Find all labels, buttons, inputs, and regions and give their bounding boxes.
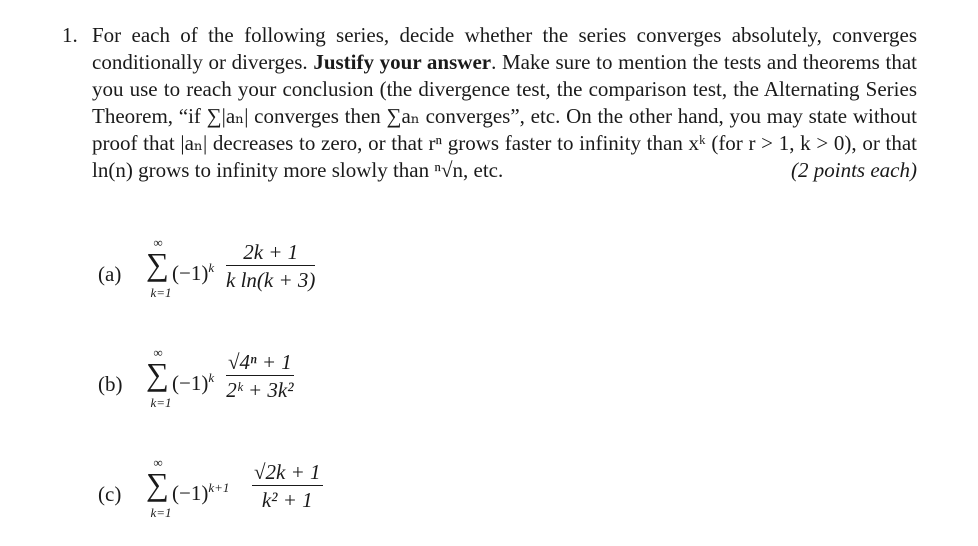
- alternating-factor: [172, 370, 214, 396]
- problem-text: [92, 22, 917, 184]
- sign-exponent: k: [208, 260, 215, 275]
- sum-upper-limit: ∞: [153, 455, 163, 470]
- series-item-c: [98, 456, 498, 546]
- denominator: 2ᵏ + 3k²: [226, 378, 294, 402]
- problem-intro: For each of the following series, decide whether the series converges absolutely, converges conditionally or diverges.: [92, 23, 917, 74]
- item-label: (b): [98, 372, 123, 396]
- fraction: [226, 350, 294, 402]
- sign-exponent: k+1: [208, 480, 230, 495]
- denominator: k² + 1: [261, 488, 313, 512]
- sigma-symbol: ∑: [146, 356, 169, 392]
- series-item-a: [98, 236, 498, 326]
- item-label: (a): [98, 262, 122, 286]
- item-label: (c): [98, 482, 122, 506]
- sign-base: (−1): [172, 261, 209, 285]
- alternating-factor: [172, 480, 229, 506]
- sigma-symbol: ∑: [146, 466, 169, 502]
- fraction: [226, 240, 315, 292]
- sigma-symbol: ∑: [146, 246, 169, 282]
- problem-bold: Justify your answer: [313, 50, 492, 74]
- sum-lower-limit: k=1: [150, 505, 172, 520]
- points-note: (2 points each): [791, 158, 917, 182]
- problem-number: 1.: [62, 23, 78, 47]
- sum-upper-limit: ∞: [153, 235, 163, 250]
- problem-instructions: . Make sure to mention the tests and theorems that you use to reach your conclusion (the divergence test, the comparison test, the Alternating Series Theorem, “if ∑|aₙ| converges then ∑aₙ converges”, etc. On the other hand, you may state without proof that |aₙ| decreases to zero, or that rⁿ grows faster to infinity than xᵏ (for r > 1, k > 0), or that ln(n) grows to infinity more slowly than ⁿ√n, etc.: [92, 50, 918, 182]
- sum-lower-limit: k=1: [150, 285, 172, 300]
- sum-upper-limit: ∞: [153, 345, 163, 360]
- sign-base: (−1): [172, 481, 209, 505]
- series-item-b: [98, 346, 498, 436]
- sign-base: (−1): [172, 371, 209, 395]
- sign-exponent: k: [208, 370, 215, 385]
- denominator: k ln(k + 3): [226, 268, 316, 292]
- numerator: √4ⁿ + 1: [228, 350, 292, 374]
- alternating-factor: [172, 260, 214, 286]
- problem-block: [62, 22, 917, 184]
- numerator: 2k + 1: [226, 240, 315, 266]
- sum-lower-limit: k=1: [150, 395, 172, 410]
- numerator: √2k + 1: [254, 460, 321, 484]
- fraction: [252, 460, 323, 512]
